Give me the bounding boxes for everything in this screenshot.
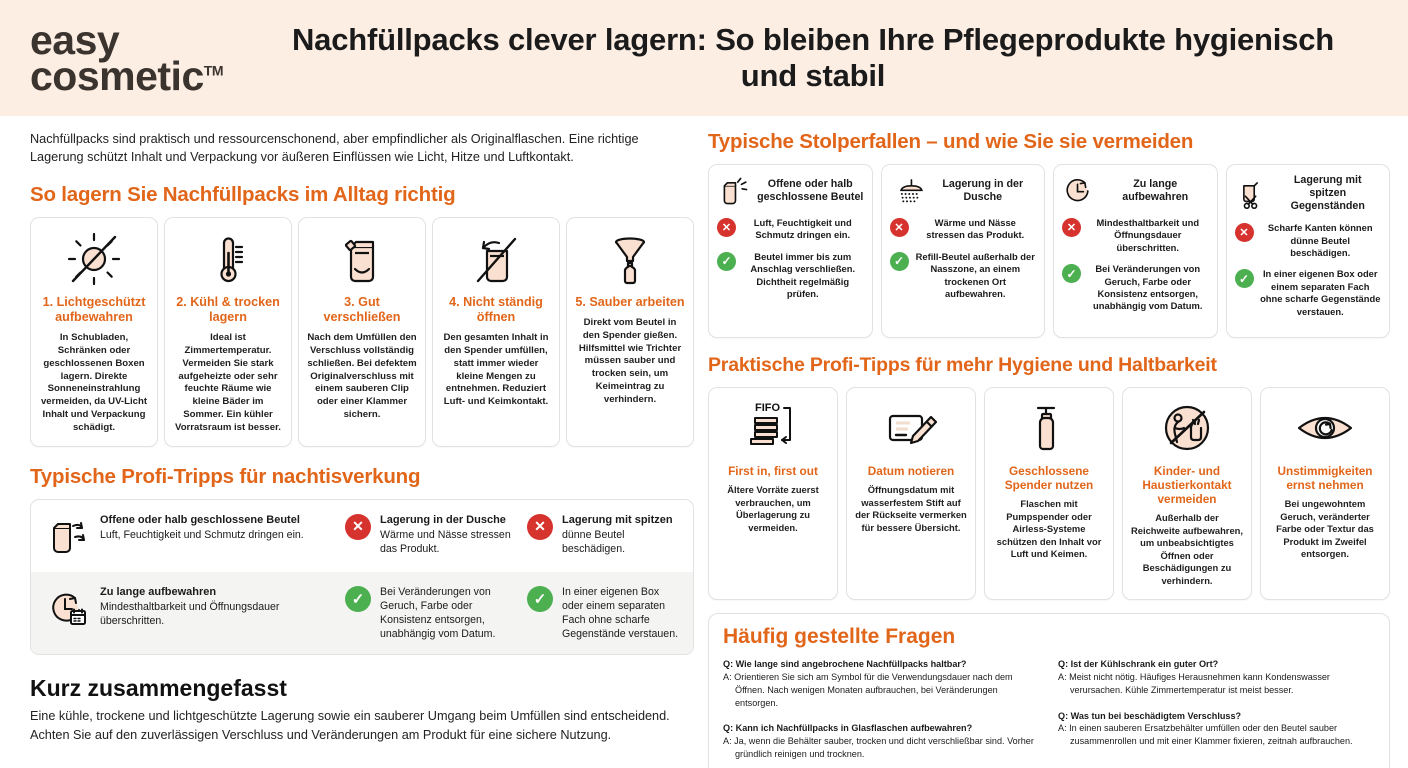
shower-icon (890, 174, 924, 208)
intro-paragraph: Nachfüllpacks sind praktisch und ressourcenschonend, aber empfindlicher als Originalflaschen. Eine richtige Lagerung schützt Inhalt und Verpackung vor äußeren Einflüssen wie Licht, Hitze und Luftkontakt. (30, 132, 639, 165)
card-text: In Schubladen, Schränken oder geschlossenen Boxen lagern. Direkte Sonneneinstrahlung vermeiden, da UV-Licht Inhalt und Verpackung schädigt. (40, 332, 148, 433)
pitfall-good-text: In einer eigenen Box oder einem separaten Fach ohne scharfe Gegenstände verstauen. (1260, 268, 1381, 317)
panel-item-body: Wärme und Nässe stressen das Produkt. (380, 529, 511, 556)
panel-item-title: Lagerung mit spitzen (562, 513, 673, 526)
panel-item (345, 513, 527, 557)
faq-column-right (1058, 658, 1375, 768)
panel-item (527, 585, 679, 641)
no-reopen-pouch-icon (440, 228, 552, 290)
card-title: 2. Kühl & trocken lagern (176, 294, 280, 324)
faq-item (723, 658, 1040, 709)
storage-card (30, 217, 158, 447)
check-icon: ✓ (345, 586, 371, 612)
fifo-stack-icon (716, 398, 830, 458)
panel-item (45, 585, 345, 631)
cross-icon: ✕ (345, 514, 371, 540)
panel-item-title: Zu lange aufbewahren (100, 585, 217, 598)
cross-icon: ✕ (527, 514, 553, 540)
tip-text: Öffnungsdatum mit wasserfestem Stift auf der Rückseite vermerken für bessere Übersicht. (855, 484, 967, 533)
cross-icon: ✕ (890, 218, 909, 237)
section-heading-profi-tripps: Typische Profi-Tripps für nachtisverkung (30, 464, 421, 488)
faq-answer: A: Ja, wenn die Behälter sauber, trocken und dicht verschließbar sind. Vorher gründlich reinigen und trocknen. (723, 736, 1034, 759)
eye-check-icon (1268, 398, 1382, 458)
pitfall-bad-text: Wärme und Nässe stressen das Produkt. (926, 217, 1025, 241)
check-icon: ✓ (1062, 264, 1081, 283)
tip-cards-row (708, 387, 1390, 600)
pitfall-bad (1062, 217, 1209, 254)
faq-question: Q: Kann ich Nachfüllpacks in Glasflaschen aufbewahren? (723, 723, 973, 734)
note-pen-icon (854, 398, 968, 458)
pitfall-good-text: Refill-Beutel außerhalb der Nasszone, an einem trockenen Ort aufbewahren. (915, 250, 1035, 300)
pitfall-cards-row (708, 164, 1390, 338)
pitfall-bad-text: Mindesthaltbarkeit und Öffnungsdauer überschritten. (1096, 217, 1200, 253)
tip-card (984, 387, 1114, 600)
clock-icon (1062, 174, 1096, 208)
card-text: Direkt vom Beutel in den Spender gießen. Hilfsmittel wie Trichter müssen sauber und trocken sein, um Keimeintrag zu verhindern. (578, 316, 682, 405)
panel-item-title: Offene oder halb geschlossene Beutel (100, 513, 300, 526)
summary-title: Kurz zusammengefasst (30, 675, 287, 702)
faq-question: Q: Ist der Kühlschrank ein guter Ort? (1058, 659, 1219, 670)
page-title: Nachfüllpacks clever lagern: So bleiben Ihre Pflegeprodukte hygienisch und stabil (291, 22, 1335, 93)
panel-item (45, 513, 345, 559)
pitfall-header (717, 174, 864, 208)
panel-item-text (380, 585, 527, 641)
refill-pouch-icon (306, 228, 418, 290)
check-icon: ✓ (890, 252, 909, 271)
card-title: 3. Gut verschließen (323, 294, 401, 324)
tip-card (1260, 387, 1390, 600)
pitfall-good (890, 251, 1037, 301)
pitfall-title: Lagerung in der Dusche (942, 177, 1024, 203)
faq-question: Q: Wie lange sind angebrochene Nachfüllpacks haltbar? (723, 659, 967, 670)
storage-card (432, 217, 560, 447)
panel-item-text (562, 513, 679, 557)
storage-card (164, 217, 292, 447)
section-heading-pitfalls: Typische Stolperfallen – und wie Sie sie vermeiden (708, 130, 1194, 153)
card-text: Den gesamten Inhalt in den Spender umfüllen, statt immer wieder kleine Mengen zu entnehmen. Reduziert Luft- und Keimkontakt. (443, 332, 549, 408)
panel-item-text (100, 513, 304, 543)
storage-card (566, 217, 694, 447)
tip-text: Bei ungewohntem Geruch, veränderter Farbe oder Textur das Produkt im Zweifel entsorgen. (1276, 498, 1374, 560)
pitfall-bad (890, 217, 1037, 242)
svg-text:FIFO: FIFO (755, 401, 781, 414)
panel-item-body: In einer eigenen Box oder einem separaten Fach ohne scharfe Gegenstände verstauen. (562, 585, 679, 641)
faq-column-left (723, 658, 1040, 768)
pitfall-header (1062, 174, 1209, 208)
pitfall-card (881, 164, 1046, 338)
tip-text: Außerhalb der Reichweite aufbewahren, um unbeabsichtigtes Öffnen oder Beschädigungen zu verhindern. (1130, 512, 1243, 586)
pitfall-bad (717, 217, 864, 242)
card-title: 1. Lichtgeschützt aufbewahren (42, 294, 146, 324)
page-header (0, 0, 1408, 116)
pitfall-good-text: Beutel immer bis zum Anschlag verschließen. Dichtheit regelmäßig prüfen. (750, 250, 856, 300)
right-column (708, 130, 1390, 768)
panel-item-body: Bei Veränderungen von Geruch, Farbe oder Konsistenz entsorgen, unabhängig vom Datum. (380, 585, 496, 641)
cross-icon: ✕ (1235, 223, 1254, 242)
panel-item-body: Mindesthaltbarkeit und Öffnungsdauer überschritten. (100, 601, 280, 628)
no-sun-icon (38, 228, 150, 290)
section-heading-tips: Praktische Profi-Tipps für mehr Hygiene und Haltbarkeit (708, 353, 1217, 376)
panel-row (31, 572, 693, 654)
do-dont-panel (30, 499, 694, 655)
panel-item-title: Lagerung in der Dusche (380, 513, 506, 526)
tip-text: Flaschen mit Pumpspender oder Airless-Systeme schützen den Inhalt vor Luft und Keimen. (996, 498, 1102, 560)
open-pouch-icon (45, 513, 91, 559)
check-icon: ✓ (717, 252, 736, 271)
pitfall-bad-text: Scharfe Kanten können dünne Beutel beschädigen. (1267, 222, 1373, 258)
faq-answer: A: Orientieren Sie sich am Symbol für die Verwendungsdauer nach dem Öffnen. Nach wenigen Monaten aufbrauchen, bei Veränderungen entsorgen. (723, 672, 1013, 708)
pump-dispenser-icon (992, 398, 1106, 458)
pitfall-header (1235, 174, 1382, 213)
panel-item (345, 585, 527, 641)
left-column (30, 130, 694, 768)
faq-item (723, 722, 1040, 760)
pitfall-title: Zu lange aufbewahren (1122, 177, 1189, 203)
cross-icon: ✕ (717, 218, 736, 237)
faq-answer: A: In einen sauberen Ersatzbehälter umfüllen oder den Beutel sauber zusammenrollen und mit einer Klammer fixieren, zeitnah aufbrauchen. (1058, 723, 1353, 747)
panel-item-body: Luft, Feuchtigkeit und Schmutz dringen ein. (100, 529, 304, 542)
logo-line-2: cosmetic™ (30, 53, 223, 99)
pitfall-title: Lagerung mit spitzen Gegenständen (1290, 174, 1365, 213)
panel-item (527, 513, 679, 557)
tip-title: Kinder- und Haustierkontakt vermeiden (1142, 463, 1232, 507)
panel-item-text (562, 585, 679, 641)
summary-section (30, 675, 694, 744)
pitfall-header (890, 174, 1037, 208)
pouch-scissors-icon (1235, 177, 1269, 211)
pitfall-card (1053, 164, 1218, 338)
pitfall-good (717, 251, 864, 301)
tip-title: Geschlossene Spender nutzen (1004, 463, 1094, 493)
card-text: Nach dem Umfüllen den Verschluss vollständig schließen. Bei defektem Originalverschluss mit einem sauberen Clip oder einer Klammer sichern. (307, 332, 417, 421)
faq-title: Häufig gestellte Fragen (723, 625, 956, 649)
tip-text: Ältere Vorräte zuerst verbrauchen, um Überlagerung zu vermeiden. (727, 484, 819, 533)
brand-logo (30, 16, 282, 99)
funnel-bottle-icon (574, 228, 686, 290)
panel-row (31, 500, 693, 572)
tip-card (846, 387, 976, 600)
panel-item-text (380, 513, 527, 557)
card-title: 4. Nicht ständig öffnen (449, 294, 543, 324)
panel-item-text (100, 585, 345, 629)
tip-card (1122, 387, 1252, 600)
clock-calendar-icon (45, 585, 91, 631)
tip-title: Unstimmigkeiten ernst nehmen (1277, 463, 1373, 493)
card-text: Ideal ist Zimmertemperatur. Vermeiden Sie stark aufgeheizte oder sehr feuchte Räume wie kleine Bäder im Sommer. Ein kühler Vorratsraum ist besser. (175, 332, 281, 433)
tip-title: First in, first out (728, 463, 818, 478)
logo-line-1: easy (30, 16, 120, 63)
check-icon: ✓ (527, 586, 553, 612)
numbered-cards-row (30, 217, 694, 447)
summary-text: Eine kühle, trockene und lichtgeschützte Lagerung sowie ein sauberer Umgang beim Umfüllen sind entscheidend. Achten Sie auf den zuverlässigen Verschluss und Veränderungen am Produkt für eine sichere Nutzung. (30, 709, 670, 742)
pitfall-card (708, 164, 873, 338)
open-pouch-icon (717, 174, 751, 208)
storage-card (298, 217, 426, 447)
content-body (0, 116, 1408, 768)
pitfall-bad (1235, 222, 1382, 259)
no-pets-children-icon (1130, 398, 1244, 458)
faq-grid (723, 658, 1375, 768)
tip-title: Datum notieren (867, 463, 955, 478)
check-icon: ✓ (1235, 269, 1254, 288)
pitfall-title: Offene oder halb geschlossene Beutel (757, 177, 864, 203)
faq-section (708, 613, 1390, 768)
trademark-mark: TM (203, 62, 223, 79)
pitfall-good (1062, 263, 1209, 313)
pitfall-card (1226, 164, 1391, 338)
cross-icon: ✕ (1062, 218, 1081, 237)
panel-item-body: dünne Beutel beschädigen. (562, 529, 626, 556)
faq-item (1058, 710, 1375, 748)
tip-card (708, 387, 838, 600)
card-title: 5. Sauber arbeiten (575, 294, 685, 309)
faq-answer: A: Meist nicht nötig. Häufiges Herausnehmen kann Kondenswasser verursachen. Kühle Zimmertemperatur ist meist besser. (1058, 672, 1330, 695)
pitfall-bad-text: Luft, Feuchtigkeit und Schmutz dringen ein. (753, 217, 852, 241)
section-heading-storage: So lagern Sie Nachfüllpacks im Alltag richtig (30, 182, 456, 206)
faq-question: Q: Was tun bei beschädigtem Verschluss? (1058, 710, 1242, 721)
pitfall-good-text: Bei Veränderungen von Geruch, Farbe oder Konsistenz entsorgen, unabhängig vom Datum. (1093, 263, 1203, 312)
thermometer-icon (172, 228, 284, 290)
pitfall-good (1235, 268, 1382, 318)
faq-item (1058, 658, 1375, 696)
